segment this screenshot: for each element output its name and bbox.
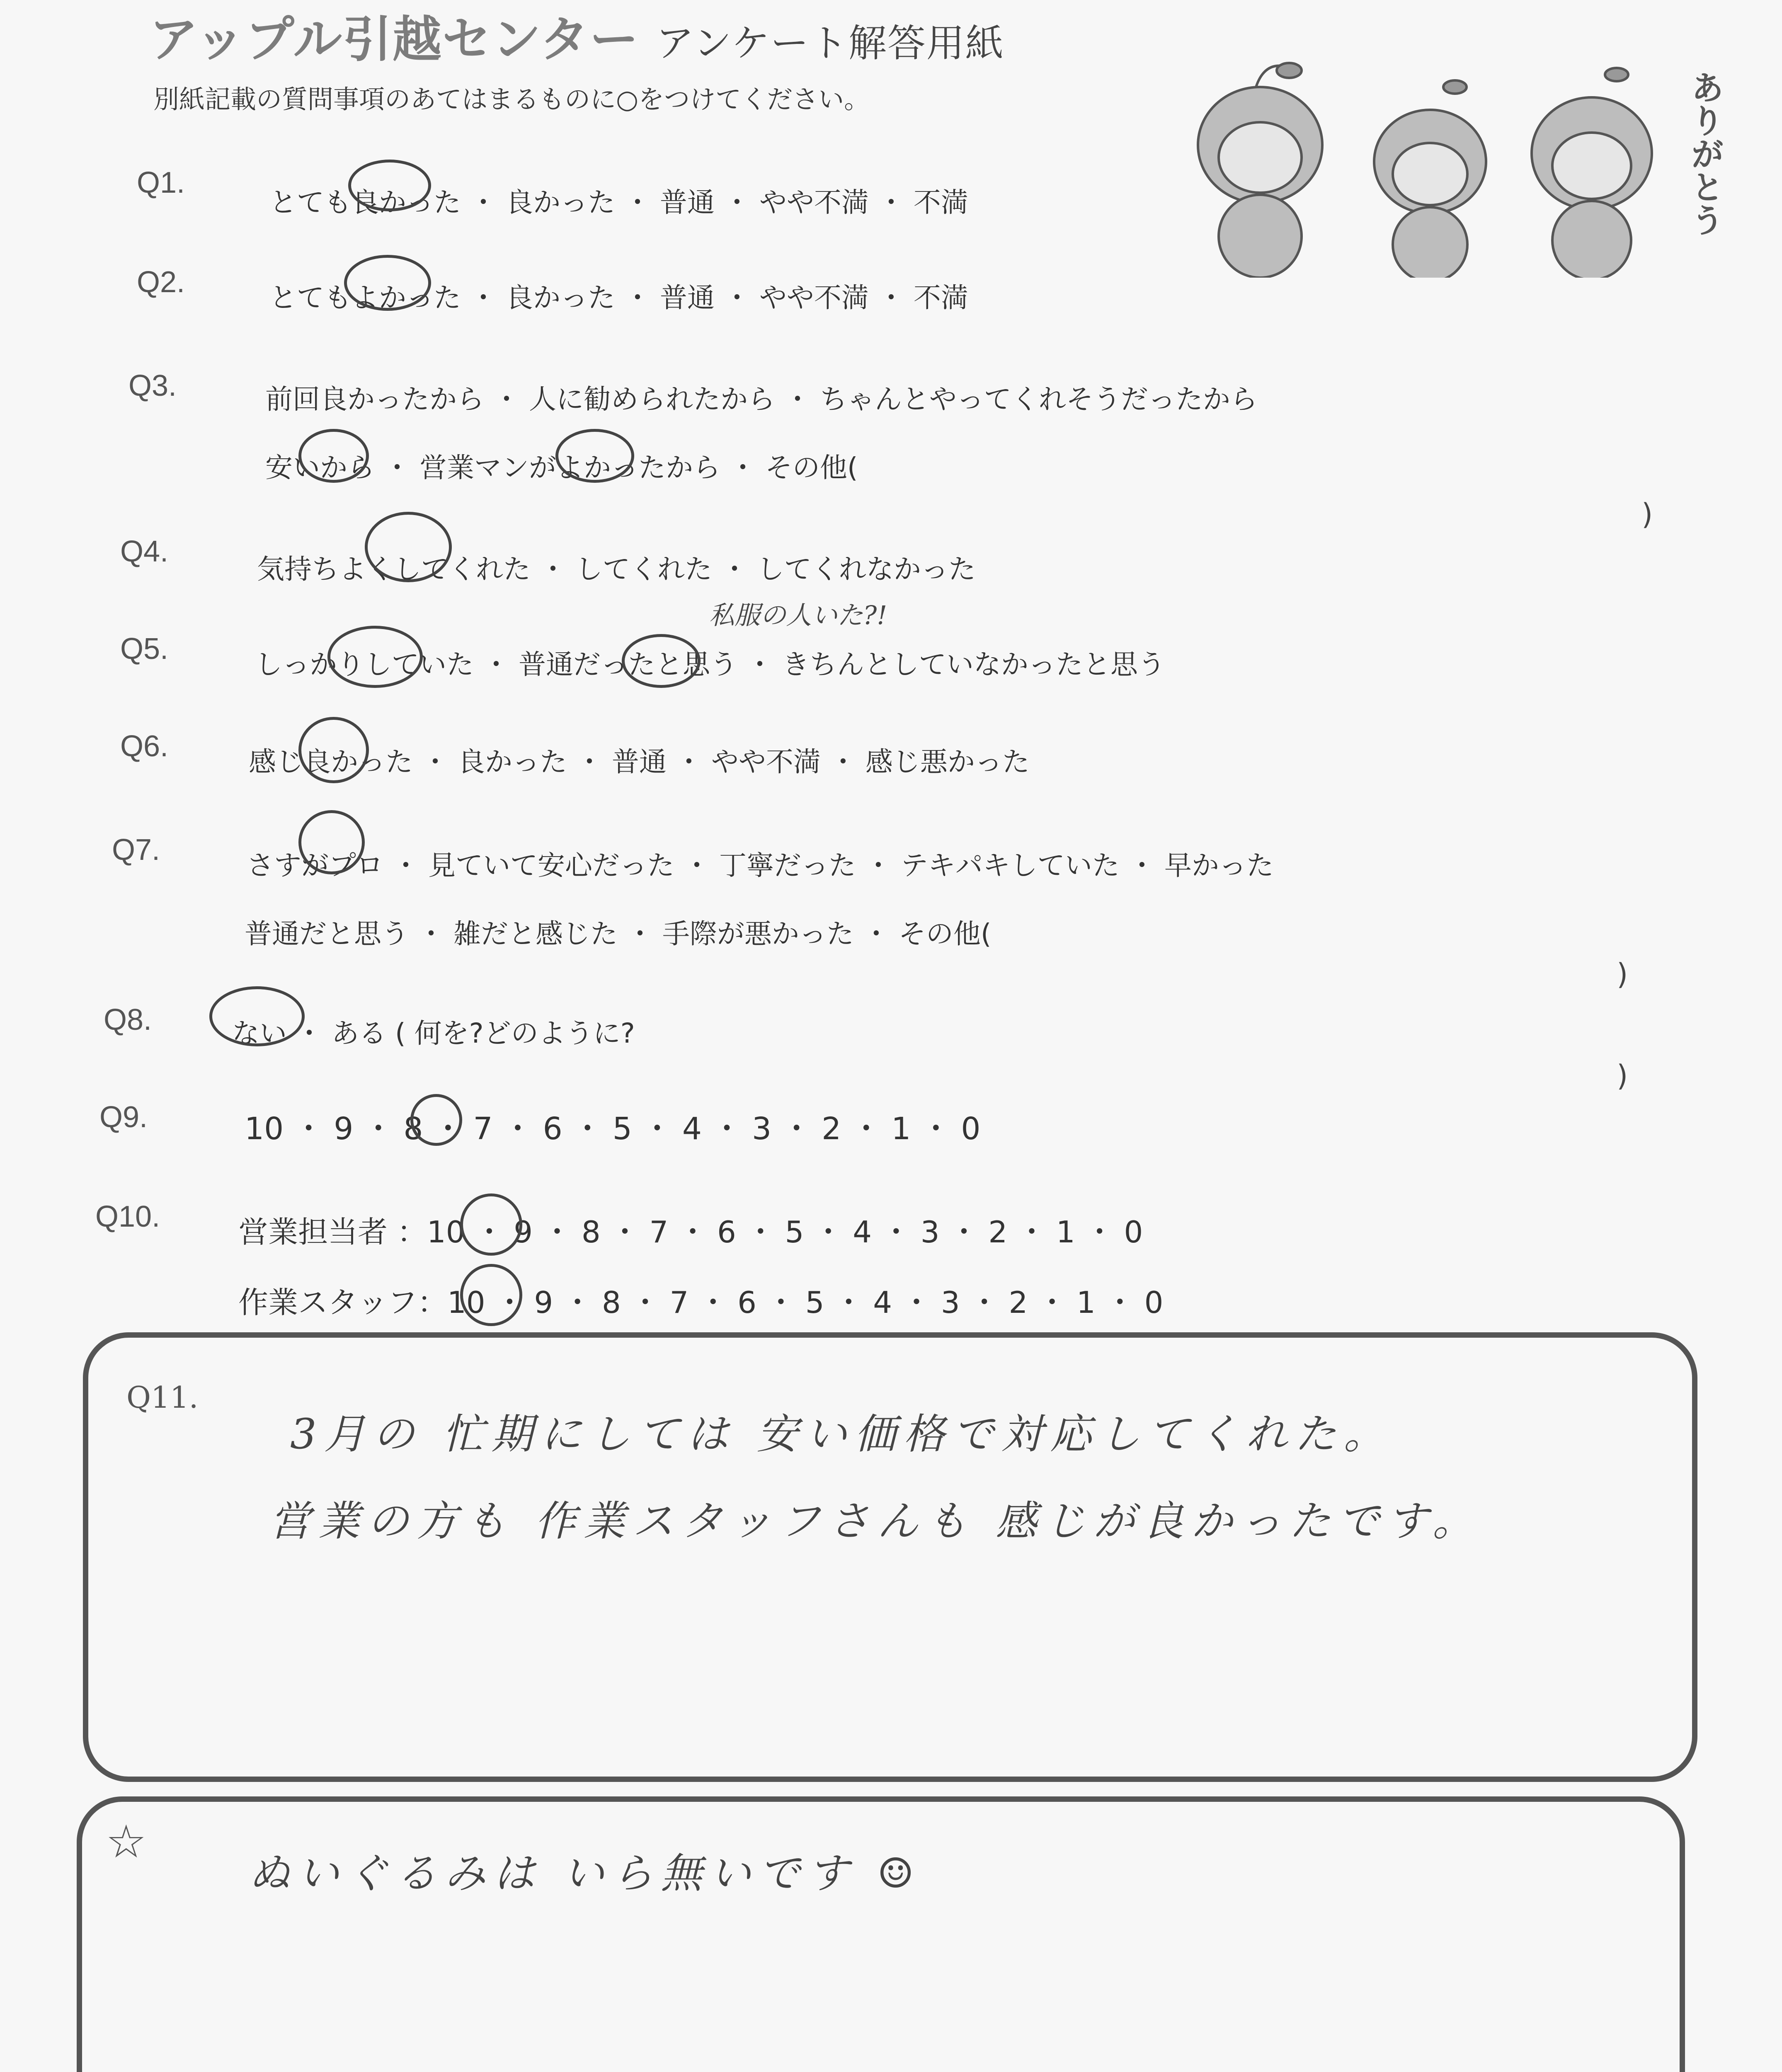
q7-label: Q7. <box>112 833 160 867</box>
q1-selected-circle <box>348 160 431 211</box>
q1-label: Q1. <box>137 166 185 199</box>
q3-close-paren: ) <box>1641 497 1653 531</box>
q9-scale: 10 ・ 9 ・ 8 ・ 7 ・ 6 ・ 5 ・ 4 ・ 3 ・ 2 ・ 1 ・ 0 <box>245 1111 981 1147</box>
q1-options: とても良かった ・ 良かった ・ 普通 ・ やや不満 ・ 不満 <box>269 186 968 218</box>
q10-staff-scale: 作業スタッフ：10 ・ 9 ・ 8 ・ 7 ・ 6 ・ 5 ・ 4 ・ 3 ・ 2 ・ 1 ・ 0 <box>238 1285 1164 1320</box>
q5-options: しっかりしていた ・ 普通だったと思う ・ きちんとしていなかったと思う <box>255 649 1165 680</box>
q5-selected-circle-2 <box>622 634 701 688</box>
star-comment-box <box>77 1796 1685 2072</box>
q5-label: Q5. <box>120 632 169 666</box>
q10-sales-selected-circle <box>460 1193 522 1256</box>
q9-selected-circle <box>410 1094 462 1146</box>
q11-comment-line2: 営業の方も 作業スタッフさんも 感じが良かったです。 <box>269 1497 1481 1545</box>
monkey-mascots-illustration <box>1152 46 1724 278</box>
q3-label: Q3. <box>128 369 177 402</box>
q8-label: Q8. <box>104 1003 152 1036</box>
form-subtitle: アンケート解答用紙 <box>656 21 1004 65</box>
q4-options: 気持ちよくしてくれた ・ してくれた ・ してくれなかった <box>257 553 976 585</box>
q4-selected-circle <box>365 512 452 582</box>
q6-options: 感じ良かった ・ 良かった ・ 普通 ・ やや不満 ・ 感じ悪かった <box>249 746 1030 778</box>
q9-label: Q9. <box>99 1101 148 1134</box>
q10-sales-scale: 営業担当者 ：10 ・ 9 ・ 8 ・ 7 ・ 6 ・ 5 ・ 4 ・ 3 ・ 2 ・ 1 ・ 0 <box>238 1215 1143 1249</box>
q5-selected-circle-1 <box>327 626 423 688</box>
q5-handwritten-note: 私服の人いた?! <box>709 600 887 630</box>
q7-options-line2: 普通だと思う ・ 雑だと感じた ・ 手際が悪かった ・ その他( <box>245 918 992 950</box>
q6-label: Q6. <box>120 730 169 763</box>
q11-label: Q11. <box>126 1380 199 1415</box>
q11-comment-box <box>83 1332 1697 1782</box>
q2-options: とてもよかった ・ 良かった ・ 普通 ・ やや不満 ・ 不満 <box>269 282 968 314</box>
q8-selected-circle <box>209 986 305 1046</box>
q6-selected-circle <box>298 717 369 783</box>
q11-comment-line1: 3月の 忙期にしては 安い価格で対応してくれた。 <box>290 1410 1393 1458</box>
form-title <box>149 0 1004 70</box>
q2-label: Q2. <box>137 266 185 299</box>
q4-label: Q4. <box>120 535 169 568</box>
q10-label: Q10. <box>95 1200 160 1233</box>
q3-selected-circle-2 <box>555 429 634 483</box>
instructions: 別紙記載の質問事項のあてはまるものに○をつけてください。 <box>153 84 870 114</box>
star-comment: ぬいぐるみは いら無いです ☺ <box>249 1849 922 1898</box>
q7-options-line1: さすがプロ ・ 見ていて安心だった ・ 丁寧だった ・ テキパキしていた ・ 早かった <box>247 850 1274 881</box>
q8-options: ない ・ ある ( 何を?どのように? <box>232 1017 635 1049</box>
q3-options-line1: 前回良かったから ・ 人に勧められたから ・ ちゃんとやってくれそうだったから <box>265 383 1258 415</box>
q3-options-line2: 安いから ・ 営業マンがよかったから ・ その他( <box>265 452 858 484</box>
company-name: アップル引越センター <box>149 11 640 68</box>
star-label: ☆ <box>106 1815 147 1868</box>
q7-close-paren: ) <box>1617 957 1628 991</box>
q10-staff-selected-circle <box>460 1264 522 1326</box>
q2-selected-circle <box>344 255 431 311</box>
q8-close-paren: ) <box>1617 1059 1628 1093</box>
q7-selected-circle <box>298 810 365 874</box>
q3-selected-circle-1 <box>298 429 369 483</box>
thanks-text: ありがとう <box>1685 70 1724 236</box>
